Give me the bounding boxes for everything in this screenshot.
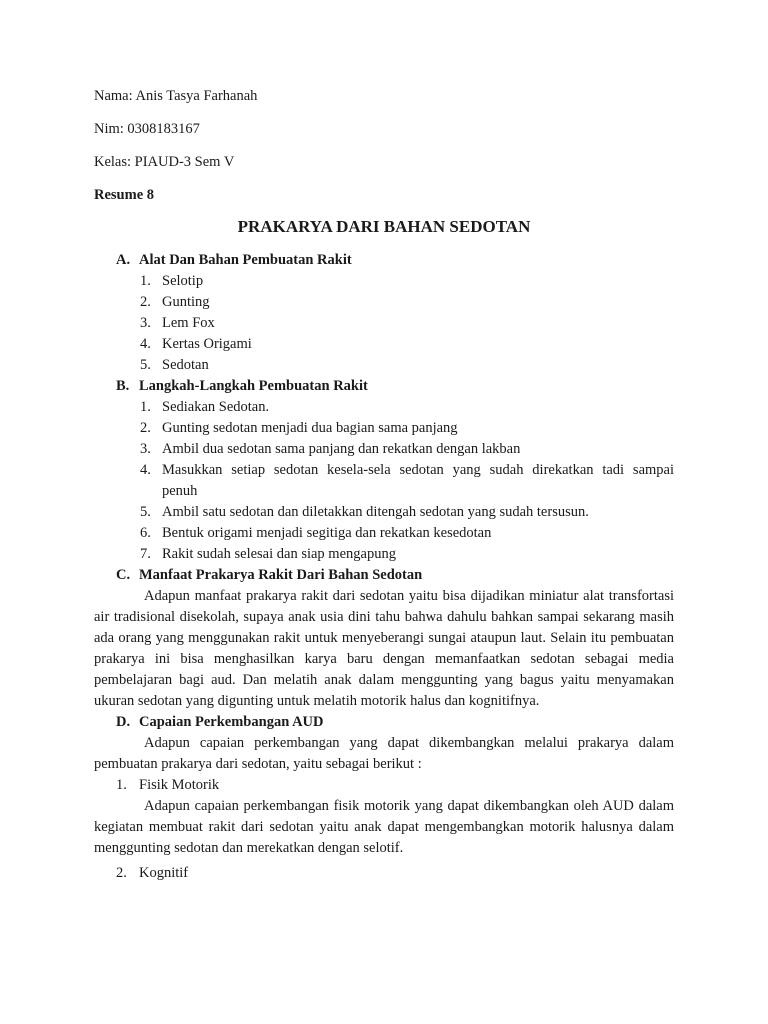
list-item (94, 292, 674, 313)
document-title: PRAKARYA DARI BAHAN SEDOTAN (237, 217, 531, 236)
item-text: Ambil dua sedotan sama panjang dan rekatkan dengan lakban (162, 441, 521, 457)
steps-list (94, 397, 674, 565)
student-class: Kelas: PIAUD-3 Sem V (94, 154, 235, 170)
section-d-paragraph: Adapun capaian perkembangan yang dapat dikembangkan melalui prakarya dalam pembuatan prakarya dari sedotan, yaitu sebagai berikut : (94, 735, 674, 772)
section-a-heading (94, 250, 674, 271)
item-number: 4. (140, 462, 151, 478)
section-heading-text: Manfaat Prakarya Rakit Dari Bahan Sedotan (139, 567, 423, 583)
item-text: Sediakan Sedotan. (162, 399, 270, 415)
item-text: Gunting sedotan menjadi dua bagian sama panjang (162, 420, 458, 436)
student-nim: Nim: 0308183167 (94, 121, 200, 137)
section-c-heading (94, 565, 674, 586)
item-text-continued: penuh (162, 483, 198, 499)
item-number: 6. (140, 525, 151, 541)
list-item (94, 418, 674, 439)
section-marker: B. (116, 378, 130, 394)
item-text: Ambil satu sedotan dan diletakkan ditengah sedotan yang sudah tersusun. (162, 504, 589, 520)
subsection-number: 2. (116, 865, 127, 881)
section-marker: C. (116, 567, 131, 583)
item-number: 5. (140, 504, 151, 520)
item-number: 4. (140, 336, 151, 352)
item-text: Bentuk origami menjadi segitiga dan rekatkan kesedotan (162, 525, 492, 541)
item-text: Kertas Origami (162, 336, 252, 352)
list-item (94, 439, 674, 460)
item-number: 2. (140, 420, 151, 436)
item-text: Rakit sudah selesai dan siap mengapung (162, 546, 396, 562)
item-text: Sedotan (162, 357, 209, 373)
section-d-heading (94, 712, 674, 733)
item-number: 3. (140, 315, 151, 331)
section-b-heading (94, 376, 674, 397)
list-item (94, 544, 674, 565)
section-marker: A. (116, 252, 131, 268)
subsection-label: Fisik Motorik (139, 777, 220, 793)
resume-label: Resume 8 (94, 187, 155, 203)
section-heading-text: Langkah-Langkah Pembuatan Rakit (139, 378, 368, 394)
student-name: Nama: Anis Tasya Farhanah (94, 88, 258, 104)
list-item (94, 502, 674, 523)
item-number: 1. (140, 273, 151, 289)
item-number: 7. (140, 546, 151, 562)
section-heading-text: Alat Dan Bahan Pembuatan Rakit (139, 252, 352, 268)
item-number: 3. (140, 441, 151, 457)
item-text: Lem Fox (162, 315, 215, 331)
subsection-kognitif (94, 863, 674, 884)
item-text: Selotip (162, 273, 204, 289)
document-page (94, 86, 674, 884)
list-item (94, 397, 674, 418)
item-number: 5. (140, 357, 151, 373)
section-c-paragraph: Adapun manfaat prakarya rakit dari sedotan yaitu bisa dijadikan miniatur alat transfortasi air tradisional disekolah, supaya anak usia dini tahu bahwa dahulu bahkan sampai sekarang masih ada orang yang menggunakan rakit untuk menyeberangi sungai ataupun laut. Selain itu pembuatan prakarya ini bisa menghasilkan karya baru dengan memanfaatkan sedotan sebagai media pembelajaran bagi aud. Dan melatih anak dalam menggunting yang bagus yaitu menyamakan ukuran sedotan yang digunting untuk melatih motorik halus dan kognitifnya. (94, 588, 674, 709)
subsection-number: 1. (116, 777, 127, 793)
list-item (94, 334, 674, 355)
section-marker: D. (116, 714, 131, 730)
fisik-motorik-paragraph: Adapun capaian perkembangan fisik motorik yang dapat dikembangkan oleh AUD dalam kegiatan membuat rakit dari sedotan yaitu anak dapat mengembangkan motorik halusnya dalam menggunting sedotan dan merekatkan dengan selotif. (94, 798, 674, 856)
subsection-fisik-motorik (94, 775, 674, 796)
list-item (94, 271, 674, 292)
item-number: 2. (140, 294, 151, 310)
list-item (94, 355, 674, 376)
list-item (94, 313, 674, 334)
item-number: 1. (140, 399, 151, 415)
list-item (94, 523, 674, 544)
item-text: Masukkan setiap sedotan kesela-sela sedotan yang sudah direkatkan tadi sampai (162, 462, 674, 478)
list-item (94, 460, 674, 502)
subsection-label: Kognitif (139, 865, 189, 881)
section-heading-text: Capaian Perkembangan AUD (139, 714, 324, 730)
tools-list (94, 271, 674, 376)
item-text: Gunting (162, 294, 210, 310)
